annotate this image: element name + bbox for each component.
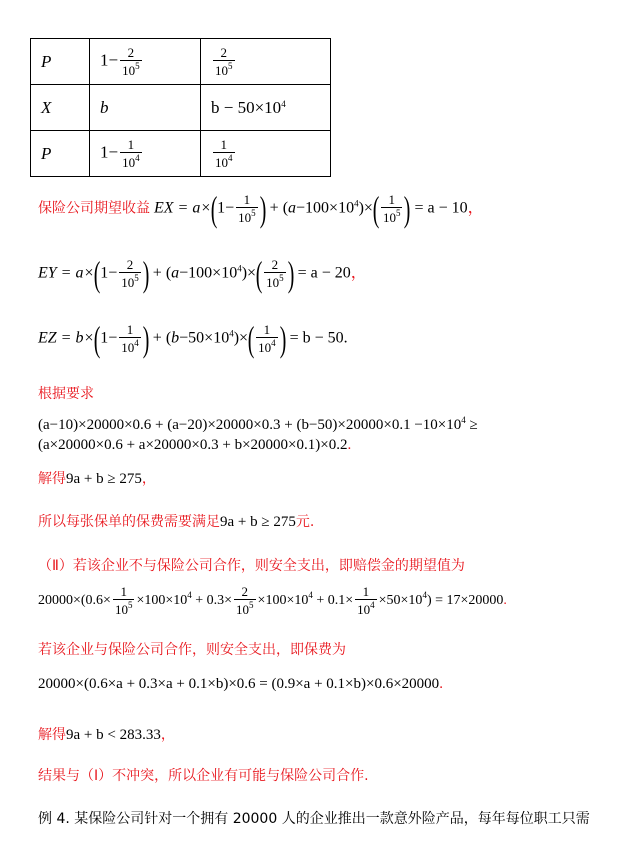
table-cell: 1− $\frac{2}{10^5}$ bbox=[90, 39, 201, 85]
table-cell: 1− $\frac{1}{10^4}$ bbox=[90, 131, 201, 177]
table-row bbox=[31, 39, 331, 85]
table-cell: $b - 50\times 10^4$ bbox=[201, 85, 331, 131]
premium-equation: 20000×(0.6×a + 0.3×a + 0.1×b)×0.6 = (0.9×a + 0.1×b)×0.6×20000. bbox=[38, 676, 443, 692]
table-cell: $\frac{1}{10^4}$ bbox=[201, 131, 331, 177]
inequality-line: $(a-10)\times 20000\times 0.6 + (a-20)\times 20000\times 0.3 + (b-50)\times 20000\times 0.1 -10\times 10^4$ ≥ bbox=[38, 415, 478, 433]
distribution-table bbox=[30, 38, 331, 177]
table-cell: b bbox=[90, 85, 201, 131]
expectation-equation: 20000×(0.6× $\frac{1}{10^5}$ $\times 100\times 10^4 + 0.3\times$ $\frac{2}{10^5}$ $\times 100\times 10^4 + 0.1\times$ $\frac{1}{10^4}$ $\times 50\times 10^4) = 17\times 20000$. bbox=[38, 584, 507, 617]
section-title: 若该企业与保险公司合作，则安全支出，即保费为 bbox=[38, 642, 346, 658]
section-title: （Ⅱ）若该企业不与保险公司合作，则安全支出，即赔偿金的期望值为 bbox=[38, 558, 465, 574]
solution-line: 解得9a + b < 283.33， bbox=[38, 727, 175, 743]
table-row bbox=[31, 131, 331, 177]
table-row bbox=[31, 85, 331, 131]
ex-equation: 保险公司期望收益 EX = a×(1− $\frac{1}{10^5}$ ) + $(a-100\times 10^4)\times$( $\frac{1}{10^5}$ ) = a − 10， bbox=[38, 189, 484, 229]
section-title: 根据要求 bbox=[38, 386, 94, 402]
conclusion-line: 所以每张保单的保费需要满足9a + b ≥ 275元. bbox=[38, 514, 315, 530]
ey-equation: EY = a×(1− $\frac{2}{10^5}$ ) + $(a-100\times 10^4)\times$( $\frac{2}{10^5}$ ) = a − 20， bbox=[38, 254, 367, 294]
row-label: P bbox=[31, 131, 90, 177]
row-label: X bbox=[31, 85, 90, 131]
solution-line: 解得9a + b ≥ 275， bbox=[38, 471, 156, 487]
inequality-line: (a×20000×0.6 + a×20000×0.3 + b×20000×0.1)×0.2. bbox=[38, 437, 352, 453]
row-label: P bbox=[31, 39, 90, 85]
ez-equation: EZ = b×(1− $\frac{1}{10^4}$ ) + $(b-50\times 10^4)\times$( $\frac{1}{10^4}$ ) = b − 50. bbox=[38, 319, 348, 359]
example-heading: 例 4. 某保险公司针对一个拥有 20000 人的企业推出一款意外险产品，每年每位职工只需 bbox=[38, 811, 590, 827]
conclusion-line: 结果与（Ⅰ）不冲突，所以企业有可能与保险公司合作. bbox=[38, 768, 369, 784]
table-cell: $\frac{2}{10^5}$ bbox=[201, 39, 331, 85]
